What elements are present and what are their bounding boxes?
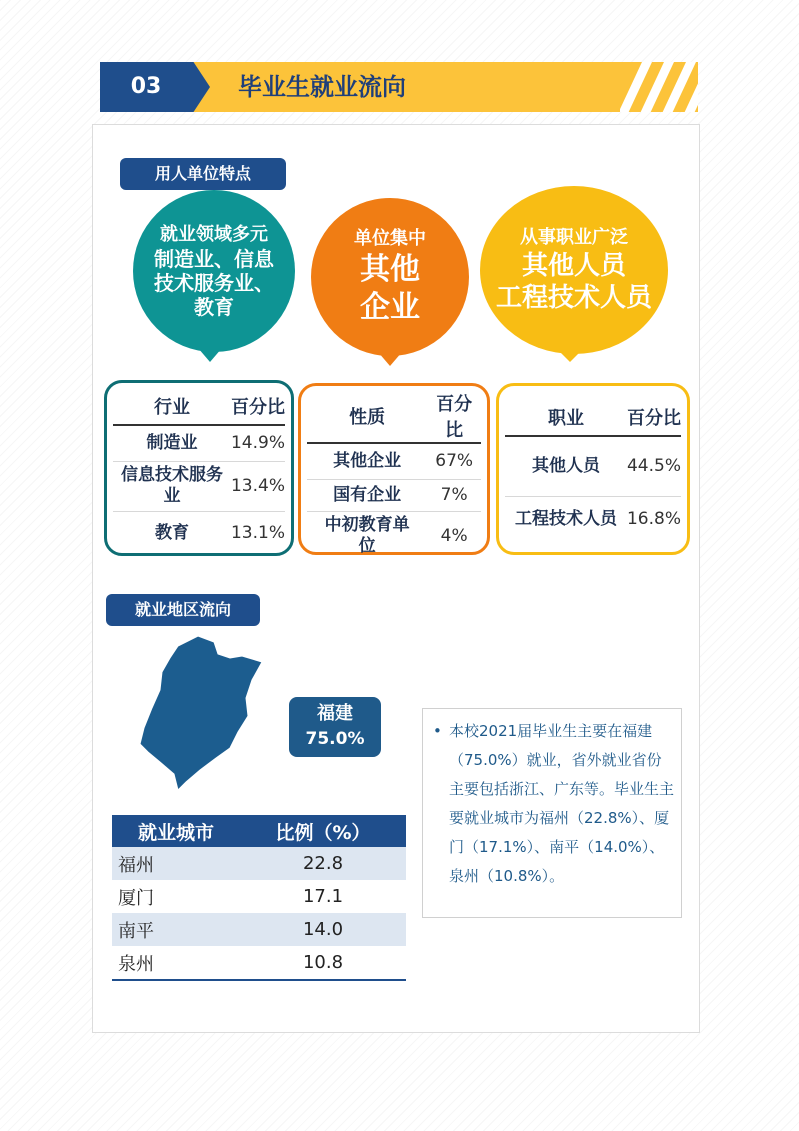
table-cell: 中初教育单位 — [307, 511, 427, 561]
table-cell: 10.8 — [240, 946, 406, 980]
industry-table-box — [104, 380, 294, 556]
table-cell: 13.4% — [231, 461, 285, 511]
circle-occupation-line-2: 其他人员 — [521, 251, 626, 281]
circle-nature-line-2: 其他 — [360, 252, 420, 287]
industry-table — [113, 387, 285, 555]
circle-industry-line-3: 技术服务业、 — [154, 271, 274, 295]
occupation-table — [505, 398, 681, 542]
nature-table — [307, 390, 481, 561]
table-cell: 福州 — [112, 847, 240, 880]
table-cell: 17.1 — [240, 880, 406, 913]
city-table-header: 就业城市 — [112, 815, 240, 847]
city-table — [112, 815, 406, 981]
table-cell: 67% — [435, 451, 474, 472]
circle-nature-line-1: 单位集中 — [354, 228, 426, 249]
nature-table-header: 百分比 — [427, 390, 481, 443]
occupation-table-header: 职业 — [505, 398, 627, 436]
fujian-share-badge — [289, 697, 381, 757]
region-summary-note — [422, 708, 682, 918]
nature-table-box — [298, 383, 490, 555]
circle-nature-line-3: 企业 — [360, 290, 420, 325]
industry-table-header: 行业 — [113, 387, 231, 425]
table-cell: 信息技术服务业 — [113, 461, 231, 511]
table-cell: 16.8% — [627, 496, 681, 542]
table-cell: 其他企业 — [333, 450, 402, 471]
table-cell: 制造业 — [146, 432, 198, 453]
section-number: 03 — [130, 74, 162, 99]
table-cell: 13.1% — [231, 511, 285, 555]
region-summary-text: 本校2021届毕业生主要在福建（75.0%）就业，省外就业省份主要包括浙江、广东等。毕业生主要就业城市为福州（22.8%）、厦门（17.1%）、南平（14.0%）、泉州（10.8%）。 — [449, 722, 675, 885]
industry-table-header: 百分比 — [231, 387, 285, 425]
fujian-map — [138, 632, 266, 794]
occupation-table-header: 百分比 — [627, 398, 681, 436]
circle-industry-pointer — [198, 348, 222, 362]
occupation-table-box — [496, 383, 690, 555]
table-cell: 14.9% — [230, 433, 285, 454]
header-stripes — [620, 62, 698, 112]
table-cell: 工程技术人员 — [505, 496, 627, 542]
circle-industry — [133, 190, 295, 352]
table-cell: 国有企业 — [307, 479, 427, 511]
circle-occupation-pointer — [558, 350, 582, 362]
region-section-label: 就业地区流向 — [106, 594, 260, 626]
table-cell: 14.0 — [240, 913, 406, 946]
nature-table-header: 性质 — [307, 390, 427, 443]
circle-industry-line-2: 制造业、信息 — [154, 247, 274, 271]
table-cell: 4% — [427, 511, 481, 561]
circle-nature-pointer — [378, 352, 402, 366]
section-title: 毕业生就业流向 — [238, 73, 406, 101]
circle-industry-line-4: 教育 — [194, 295, 234, 319]
circle-nature — [311, 198, 469, 356]
city-table-header: 比例（%） — [240, 815, 406, 847]
table-cell: 泉州 — [112, 946, 240, 980]
circle-occupation-line-1: 从事职业广泛 — [520, 227, 628, 248]
badge-share: 75.0% — [305, 729, 365, 749]
table-cell: 厦门 — [112, 880, 240, 913]
table-cell: 22.8 — [240, 847, 406, 880]
bullet-icon: • — [433, 722, 442, 740]
employer-section-label: 用人单位特点 — [120, 158, 286, 190]
table-cell: 其他人员 — [531, 455, 600, 476]
circle-occupation — [480, 186, 668, 354]
table-cell: 教育 — [113, 511, 231, 555]
circle-occupation-line-3: 工程技术人员 — [495, 283, 652, 313]
circle-industry-line-1: 就业领域多元 — [160, 224, 268, 245]
table-cell: 南平 — [112, 913, 240, 946]
table-cell: 44.5% — [626, 456, 681, 477]
table-cell: 7% — [427, 479, 481, 511]
badge-province: 福建 — [317, 703, 353, 724]
